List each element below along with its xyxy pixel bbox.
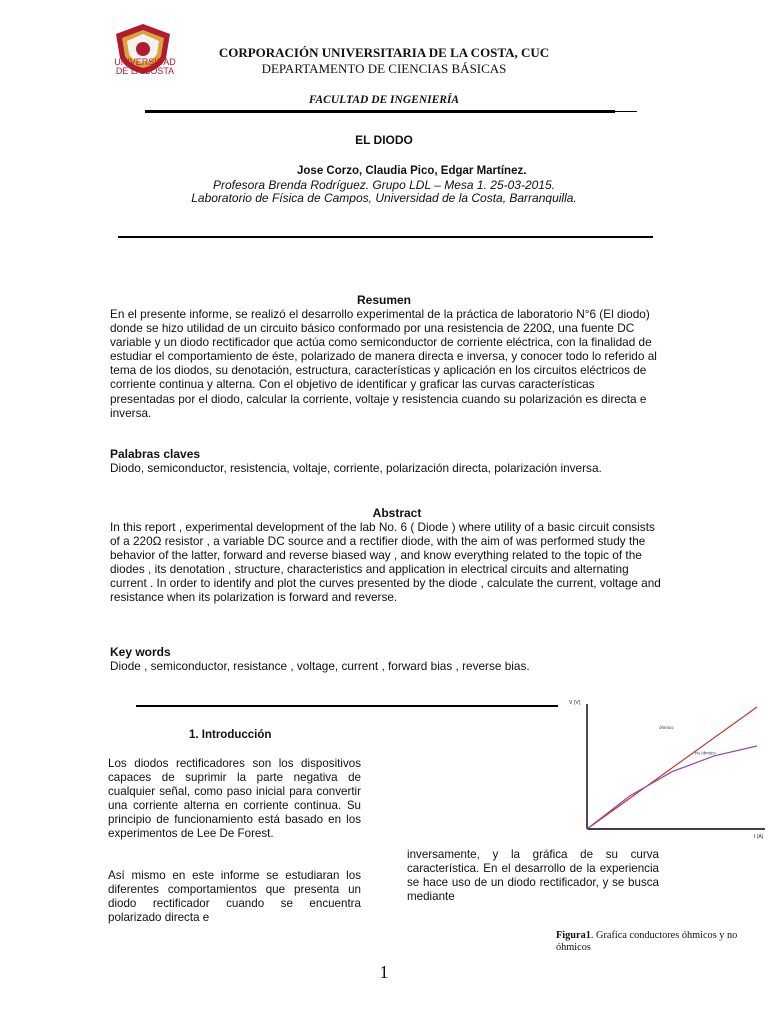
figure-caption-text: . Grafica conductores óhmicos y no óhmicos	[556, 930, 738, 953]
introduccion-column-2-text: inversamente, y la gráfica de su curva característica. En el desarrollo de la experiencia se hace uso de un diodo rectificador, y se busca mediante	[407, 848, 659, 903]
faculty-name: FACULTAD DE INGENIERÍA	[308, 94, 460, 106]
series-line-1	[587, 746, 757, 829]
series-label-ohmico: óhmico	[659, 724, 674, 730]
section-rule	[136, 705, 558, 707]
figure-caption	[556, 930, 768, 954]
institution-name: CORPORACIÓN UNIVERSITARIA DE LA COSTA, CUC	[218, 45, 550, 60]
resumen-text: En el presente informe, se realizó el desarrollo experimental de la práctica de laboratorio N°6 (El diodo) donde se hizo utilidad de un circuito básico conformado por una resistencia de 220Ω, una fuente DC variable y un diodo rectificador que actúa como semiconductor de corriente eléctrica, con la finalidad de estudiar el comportamiento de éste, polarizado de manera directa e inversa, y conocer todo lo referido al tema de los diodos, su denotación, estructura, características y aplicación en los circuitos eléctricos de corriente continua y alterna. Con el objetivo de identificar y graficar las curvas características presentadas por el diodo, calcular la corriente, voltaje y resistencia cuando su polarización es directa e inversa.	[110, 307, 657, 420]
logo-text-line-2: DE LA COSTA	[115, 66, 175, 76]
figure-caption-label: Figura1	[556, 930, 591, 941]
key-words-heading: Key words	[110, 645, 171, 659]
paper-authors: Jose Corzo, Claudia Pico, Edgar Martínez.	[297, 165, 527, 177]
key-words-text: Diode , semiconductor, resistance , voltage, current , forward bias , reverse bias.	[110, 659, 530, 673]
series-label-no-ohmico: no óhmico	[695, 750, 716, 756]
resumen-heading: Resumen	[356, 293, 412, 307]
abstract-heading: Abstract	[372, 506, 422, 520]
professor-line: Profesora Brenda Rodríguez. Grupo LDL – Mesa 1. 25-03-2015.	[213, 178, 555, 192]
abstract-text: In this report , experimental development of the lab No. 6 ( Diode ) where utility of a basic circuit consists of a 220Ω resistor , a variable DC source and a rectifier diode, with the aim of was performed study the behavior of the latter, forward and reverse biased way , and know everything related to the topic of the diodes , its denotation , structure, characteristics and application in electrical circuits and alternating current . In order to identify and plot the curves presented by the diode , calculate the current, voltage and resistance when its polarization is forward and reverse.	[110, 520, 661, 605]
logo-text-line-1: UNIVERSIDAD	[114, 57, 176, 67]
palabras-claves-text: Diodo, semiconductor, resistencia, voltaje, corriente, polarización directa, polarización inversa.	[110, 461, 602, 475]
title-rule	[118, 236, 653, 238]
lab-line: Laboratorio de Física de Campos, Universidad de la Costa, Barranquilla.	[191, 191, 577, 205]
department-name: DEPARTAMENTO DE CIENCIAS BÁSICAS	[261, 61, 507, 76]
introduccion-paragraph-1: Los diodos rectificadores son los dispositivos capaces de suprimir la parte negativa de cualquier señal, como paso inicial para convertir una corriente alterna en corriente continua. Su principio de funcionamiento está basado en los experimentos de Lee De Forest.	[108, 757, 361, 840]
introduccion-heading: 1. Introducción	[189, 729, 272, 741]
y-axis-label: V (V)	[569, 700, 581, 706]
paper-title: EL DIODO	[355, 133, 413, 147]
palabras-claves-heading: Palabras claves	[110, 447, 201, 461]
header-rule-thin	[615, 111, 637, 112]
x-axis-label: I (A)	[754, 834, 764, 840]
ohmic-chart	[560, 690, 765, 850]
header-rule-thick	[145, 110, 615, 113]
page-number: 1	[379, 962, 389, 982]
introduccion-paragraph-2: Así mismo en este informe se estudiaran los diferentes comportamientos que presenta un diodo rectificador cuando se encuentra polarizado directa e	[108, 869, 361, 924]
